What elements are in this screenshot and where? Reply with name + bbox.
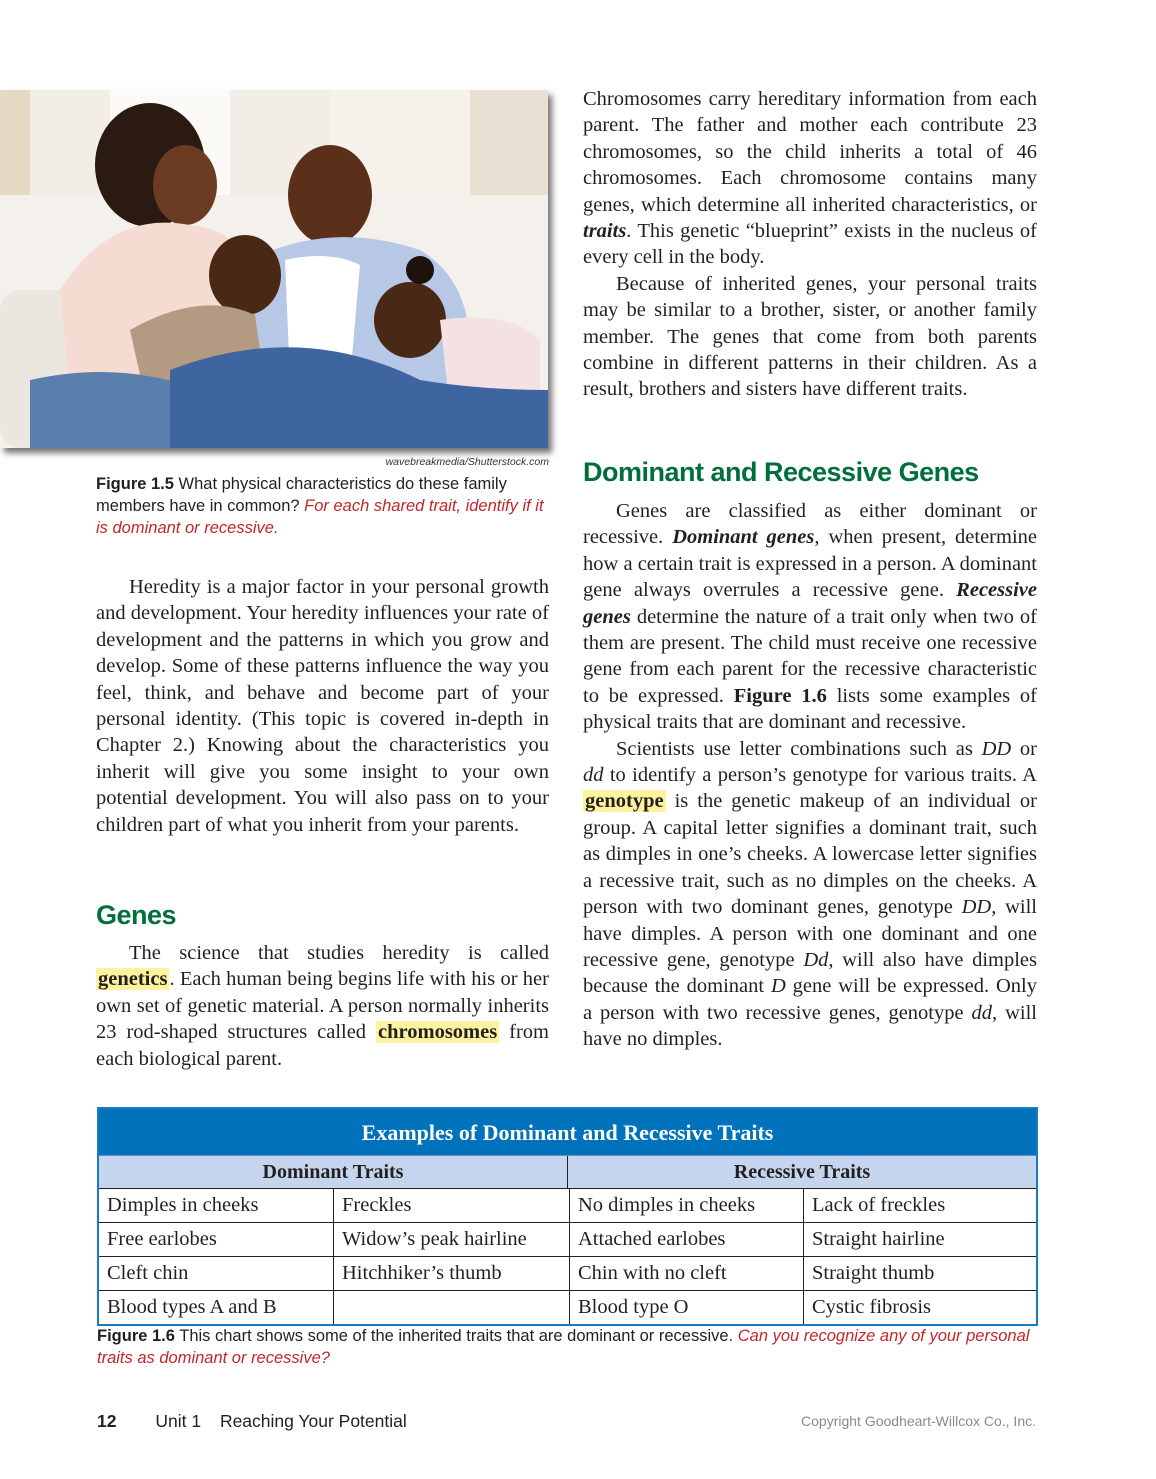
table-title: Examples of Dominant and Recessive Traits bbox=[99, 1109, 1036, 1155]
text-span: The science that studies heredity is called bbox=[129, 942, 549, 964]
table-cell: Cystic fibrosis bbox=[803, 1291, 1036, 1324]
genes-heading: Genes bbox=[96, 900, 177, 930]
caption-question: Can you recognize any of your personal traits as dominant or recessive? bbox=[97, 1327, 1030, 1367]
genes-section bbox=[96, 940, 549, 1072]
table-cell: Attached earlobes bbox=[569, 1223, 803, 1256]
table-row bbox=[99, 1256, 1036, 1290]
figure-1-5-caption bbox=[96, 473, 546, 539]
right-column-intro bbox=[583, 86, 1037, 403]
table-row bbox=[99, 1188, 1036, 1222]
table-cell: Lack of freckles bbox=[803, 1189, 1036, 1222]
table-cell: Blood types A and B bbox=[107, 1296, 277, 1318]
key-term-genotype: genotype bbox=[585, 790, 664, 813]
header-recessive-traits: Recessive Traits bbox=[567, 1156, 1036, 1188]
genotype-symbol: D bbox=[770, 975, 786, 998]
text-span: , when present, determine how a certain trait is expressed in a person. A dominant gene always overrules a recessive gene. bbox=[583, 526, 1037, 602]
genotype-symbol: DD bbox=[981, 737, 1012, 760]
figure-reference: Figure 1.6 bbox=[733, 684, 827, 707]
gene-classification-paragraph bbox=[583, 498, 1037, 736]
footer-page-info bbox=[97, 1411, 407, 1432]
table-cell: Straight hairline bbox=[803, 1223, 1036, 1256]
text-span: , will have dimples. A person with one dominant and one recessive gene, genotype bbox=[583, 896, 1037, 971]
caption-text: This chart shows some of the inherited traits that are dominant or recessive. bbox=[174, 1327, 738, 1345]
text-span: Genes are classified as either dominant or recessive. bbox=[583, 500, 1037, 549]
photo-credit: wavebreakmedia/Shutterstock.com bbox=[385, 456, 549, 468]
table-row bbox=[99, 1290, 1036, 1324]
figure-label: Figure 1.6 bbox=[97, 1327, 175, 1345]
genotype-paragraph bbox=[583, 736, 1037, 1053]
text-span: . Each human being begins life with his or her own set of genetic material. A person normally inherits 23 rod-shaped structures called bbox=[96, 968, 549, 1044]
term-recessive-genes: Recessive genes bbox=[583, 579, 1037, 628]
table-cell: Freckles bbox=[333, 1189, 569, 1222]
dominant-recessive-heading: Dominant and Recessive Genes bbox=[583, 457, 979, 487]
table-cell bbox=[333, 1291, 569, 1324]
term-dominant-genes: Dominant genes bbox=[672, 526, 815, 549]
text-span: or bbox=[1011, 737, 1038, 760]
text-span: determine the nature of a trait only when two of them are present. The child must receive one recessive gene from each parent for the recessive characteristic to be expressed. bbox=[583, 605, 1037, 707]
text-span: . This genetic “blueprint” exists in the nucleus of every cell in the body. bbox=[583, 220, 1037, 269]
table-cell: No dimples in cheeks bbox=[569, 1189, 803, 1222]
text-span: , will also have dimples because the dominant bbox=[583, 948, 1038, 998]
copyright-notice: Copyright Goodheart-Willcox Co., Inc. bbox=[801, 1413, 1036, 1429]
table-cell: Blood type O bbox=[569, 1291, 803, 1324]
table-cell: Chin with no cleft bbox=[569, 1257, 803, 1290]
text-span: , will have no dimples. bbox=[583, 1001, 1037, 1051]
inherited-genes-paragraph: Because of inherited genes, your personal traits may be similar to a brother, sister, or another family member. The genes that come from both parents combine in different patterns in their children. As a result, brothers and sisters have different traits. bbox=[583, 272, 1037, 401]
caption-question: For each shared trait, identify if it is dominant or recessive. bbox=[96, 497, 544, 537]
dominant-recessive-section bbox=[583, 498, 1037, 1053]
figure-1-6-caption bbox=[97, 1325, 1042, 1369]
genotype-symbol: dd bbox=[971, 1001, 993, 1024]
key-term-chromosomes: chromosomes bbox=[378, 1021, 498, 1044]
key-term-genetics: genetics bbox=[98, 968, 168, 991]
text-span: gene will be expressed. Only a person with two recessive genes, genotype bbox=[583, 975, 1037, 1024]
header-dominant-traits: Dominant Traits bbox=[262, 1161, 404, 1183]
table-header-row bbox=[99, 1155, 1036, 1188]
unit-label: Unit 1 bbox=[155, 1411, 202, 1431]
text-span: Scientists use letter combinations such as bbox=[616, 737, 982, 760]
text-span: to identify a person’s genotype for various traits. A bbox=[603, 764, 1037, 787]
genes-paragraph bbox=[96, 940, 549, 1072]
text-span: is the genetic makeup of an individual or group. A capital letter signifies a dominant trait, such as dimples in one’s cheeks. A lowercase letter signifies a recessive trait, such as no dimples on the cheeks. A person with two dominant genes, genotype bbox=[583, 790, 1037, 919]
genotype-symbol: Dd bbox=[803, 948, 829, 971]
genotype-symbol: dd bbox=[583, 764, 604, 787]
page-number: 12 bbox=[97, 1411, 117, 1431]
caption-text: What physical characteristics do these family members have in common? bbox=[96, 475, 507, 515]
table-cell: Hitchhiker’s thumb bbox=[333, 1257, 569, 1290]
table-cell: Widow’s peak hairline bbox=[333, 1223, 569, 1256]
left-column-intro bbox=[96, 574, 549, 838]
table-cell: Straight thumb bbox=[803, 1257, 1036, 1290]
chromosomes-paragraph bbox=[583, 86, 1037, 271]
table-cell: Cleft chin bbox=[107, 1262, 189, 1284]
genotype-symbol: DD bbox=[961, 896, 992, 919]
table-cell: Free earlobes bbox=[107, 1228, 217, 1250]
traits-table bbox=[97, 1107, 1038, 1326]
text-span: from each biological parent. bbox=[96, 1021, 549, 1070]
family-photo bbox=[0, 90, 548, 448]
figure-label: Figure 1.5 bbox=[96, 475, 174, 493]
term-traits: traits bbox=[583, 220, 627, 243]
text-span: Chromosomes carry hereditary information from each parent. The father and mother each contribute 23 chromosomes, so the child inherits a total of 46 chromosomes. Each chromosome contains many genes, which determine all inherited characteristics, or bbox=[583, 88, 1037, 216]
unit-title: Reaching Your Potential bbox=[219, 1411, 407, 1431]
table-row bbox=[99, 1222, 1036, 1256]
family-photo-illustration bbox=[0, 90, 548, 448]
table-cell: Dimples in cheeks bbox=[107, 1194, 259, 1216]
text-span: lists some examples of physical traits that are dominant and recessive. bbox=[583, 684, 1038, 734]
heredity-paragraph: Heredity is a major factor in your personal growth and development. Your heredity influences your rate of development and the patterns in which you grow and develop. Some of these patterns influence the way you feel, think, and behave and become part of your personal identity. (This topic is covered in-depth in Chapter 2.) Knowing about the characteristics you inherit will give you some insight to your own potential development. You will also pass on to your children part of what you inherit from your parents. bbox=[96, 576, 549, 836]
